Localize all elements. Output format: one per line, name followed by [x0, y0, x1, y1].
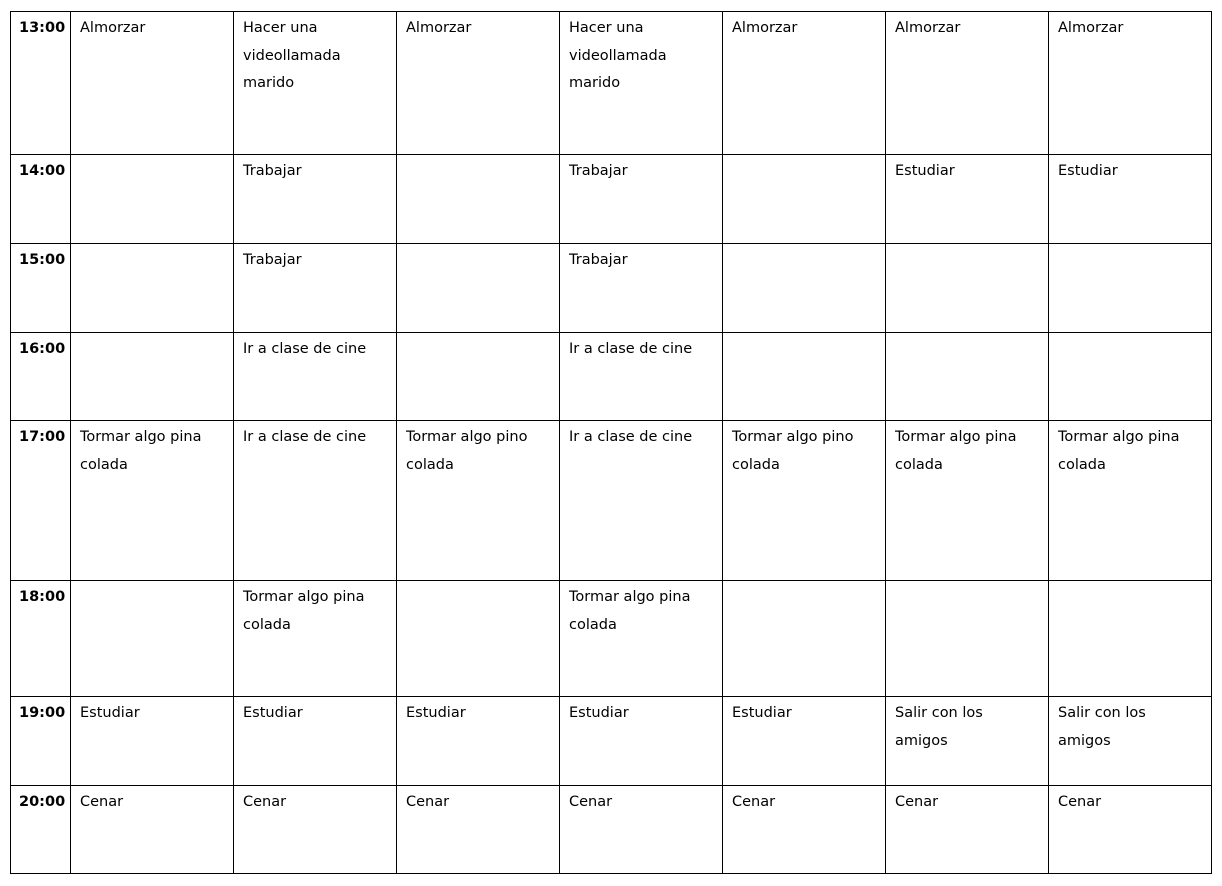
schedule-cell: Cenar: [1049, 786, 1212, 874]
schedule-cell: Cenar: [886, 786, 1049, 874]
schedule-cell: [1049, 581, 1212, 697]
schedule-cell: [1049, 333, 1212, 421]
schedule-cell: [397, 244, 560, 333]
schedule-cell: [397, 155, 560, 244]
schedule-row-15: [11, 244, 1212, 333]
time-cell: 17:00: [11, 421, 71, 581]
schedule-row-14: [11, 155, 1212, 244]
schedule-cell: Estudiar: [234, 697, 397, 786]
schedule-cell: Trabajar: [234, 244, 397, 333]
schedule-row-17: [11, 421, 1212, 581]
schedule-cell: Almorzar: [71, 12, 234, 155]
schedule-cell: Tormar algo pino colada: [397, 421, 560, 581]
schedule-row-18: [11, 581, 1212, 697]
schedule-row-20: [11, 786, 1212, 874]
schedule-cell: Estudiar: [1049, 155, 1212, 244]
schedule-cell: Almorzar: [1049, 12, 1212, 155]
schedule-cell: Ir a clase de cine: [234, 421, 397, 581]
schedule-cell: Estudiar: [71, 697, 234, 786]
schedule-cell: Tormar algo pina colada: [560, 581, 723, 697]
schedule-row-16: [11, 333, 1212, 421]
time-cell: 16:00: [11, 333, 71, 421]
schedule-cell: [723, 581, 886, 697]
schedule-cell: [397, 333, 560, 421]
time-cell: 13:00: [11, 12, 71, 155]
schedule-cell: [397, 581, 560, 697]
schedule-cell: Ir a clase de cine: [234, 333, 397, 421]
schedule-cell: Ir a clase de cine: [560, 421, 723, 581]
schedule-table: [10, 11, 1212, 874]
schedule-cell: [886, 244, 1049, 333]
schedule-cell: Trabajar: [560, 155, 723, 244]
schedule-cell: Estudiar: [397, 697, 560, 786]
schedule-cell: [71, 244, 234, 333]
schedule-cell: Almorzar: [397, 12, 560, 155]
schedule-cell: Tormar algo pino colada: [723, 421, 886, 581]
schedule-cell: Almorzar: [886, 12, 1049, 155]
schedule-cell: Salir con los amigos: [886, 697, 1049, 786]
schedule-cell: Ir a clase de cine: [560, 333, 723, 421]
schedule-cell: Estudiar: [560, 697, 723, 786]
time-cell: 15:00: [11, 244, 71, 333]
schedule-cell: [886, 333, 1049, 421]
time-cell: 18:00: [11, 581, 71, 697]
schedule-cell: [71, 581, 234, 697]
schedule-cell: Tormar algo pina colada: [886, 421, 1049, 581]
schedule-cell: Estudiar: [723, 697, 886, 786]
schedule-cell: Hacer una videollamada marido: [234, 12, 397, 155]
schedule-cell: Trabajar: [234, 155, 397, 244]
schedule-cell: [71, 155, 234, 244]
schedule-cell: Cenar: [71, 786, 234, 874]
schedule-row-19: [11, 697, 1212, 786]
schedule-cell: Cenar: [234, 786, 397, 874]
schedule-cell: Trabajar: [560, 244, 723, 333]
schedule-cell: Salir con los amigos: [1049, 697, 1212, 786]
time-cell: 20:00: [11, 786, 71, 874]
time-cell: 14:00: [11, 155, 71, 244]
schedule-cell: [886, 581, 1049, 697]
schedule-cell: Estudiar: [886, 155, 1049, 244]
schedule-cell: Tormar algo pina colada: [1049, 421, 1212, 581]
schedule-row-13: [11, 12, 1212, 155]
schedule-cell: Almorzar: [723, 12, 886, 155]
schedule-cell: [723, 333, 886, 421]
schedule-cell: [723, 244, 886, 333]
schedule-cell: Hacer una videollamada marido: [560, 12, 723, 155]
schedule-cell: Cenar: [723, 786, 886, 874]
schedule-cell: Cenar: [560, 786, 723, 874]
schedule-cell: [1049, 244, 1212, 333]
schedule-cell: [71, 333, 234, 421]
time-cell: 19:00: [11, 697, 71, 786]
schedule-cell: Tormar algo pina colada: [71, 421, 234, 581]
schedule-cell: Cenar: [397, 786, 560, 874]
schedule-cell: Tormar algo pina colada: [234, 581, 397, 697]
schedule-cell: [723, 155, 886, 244]
